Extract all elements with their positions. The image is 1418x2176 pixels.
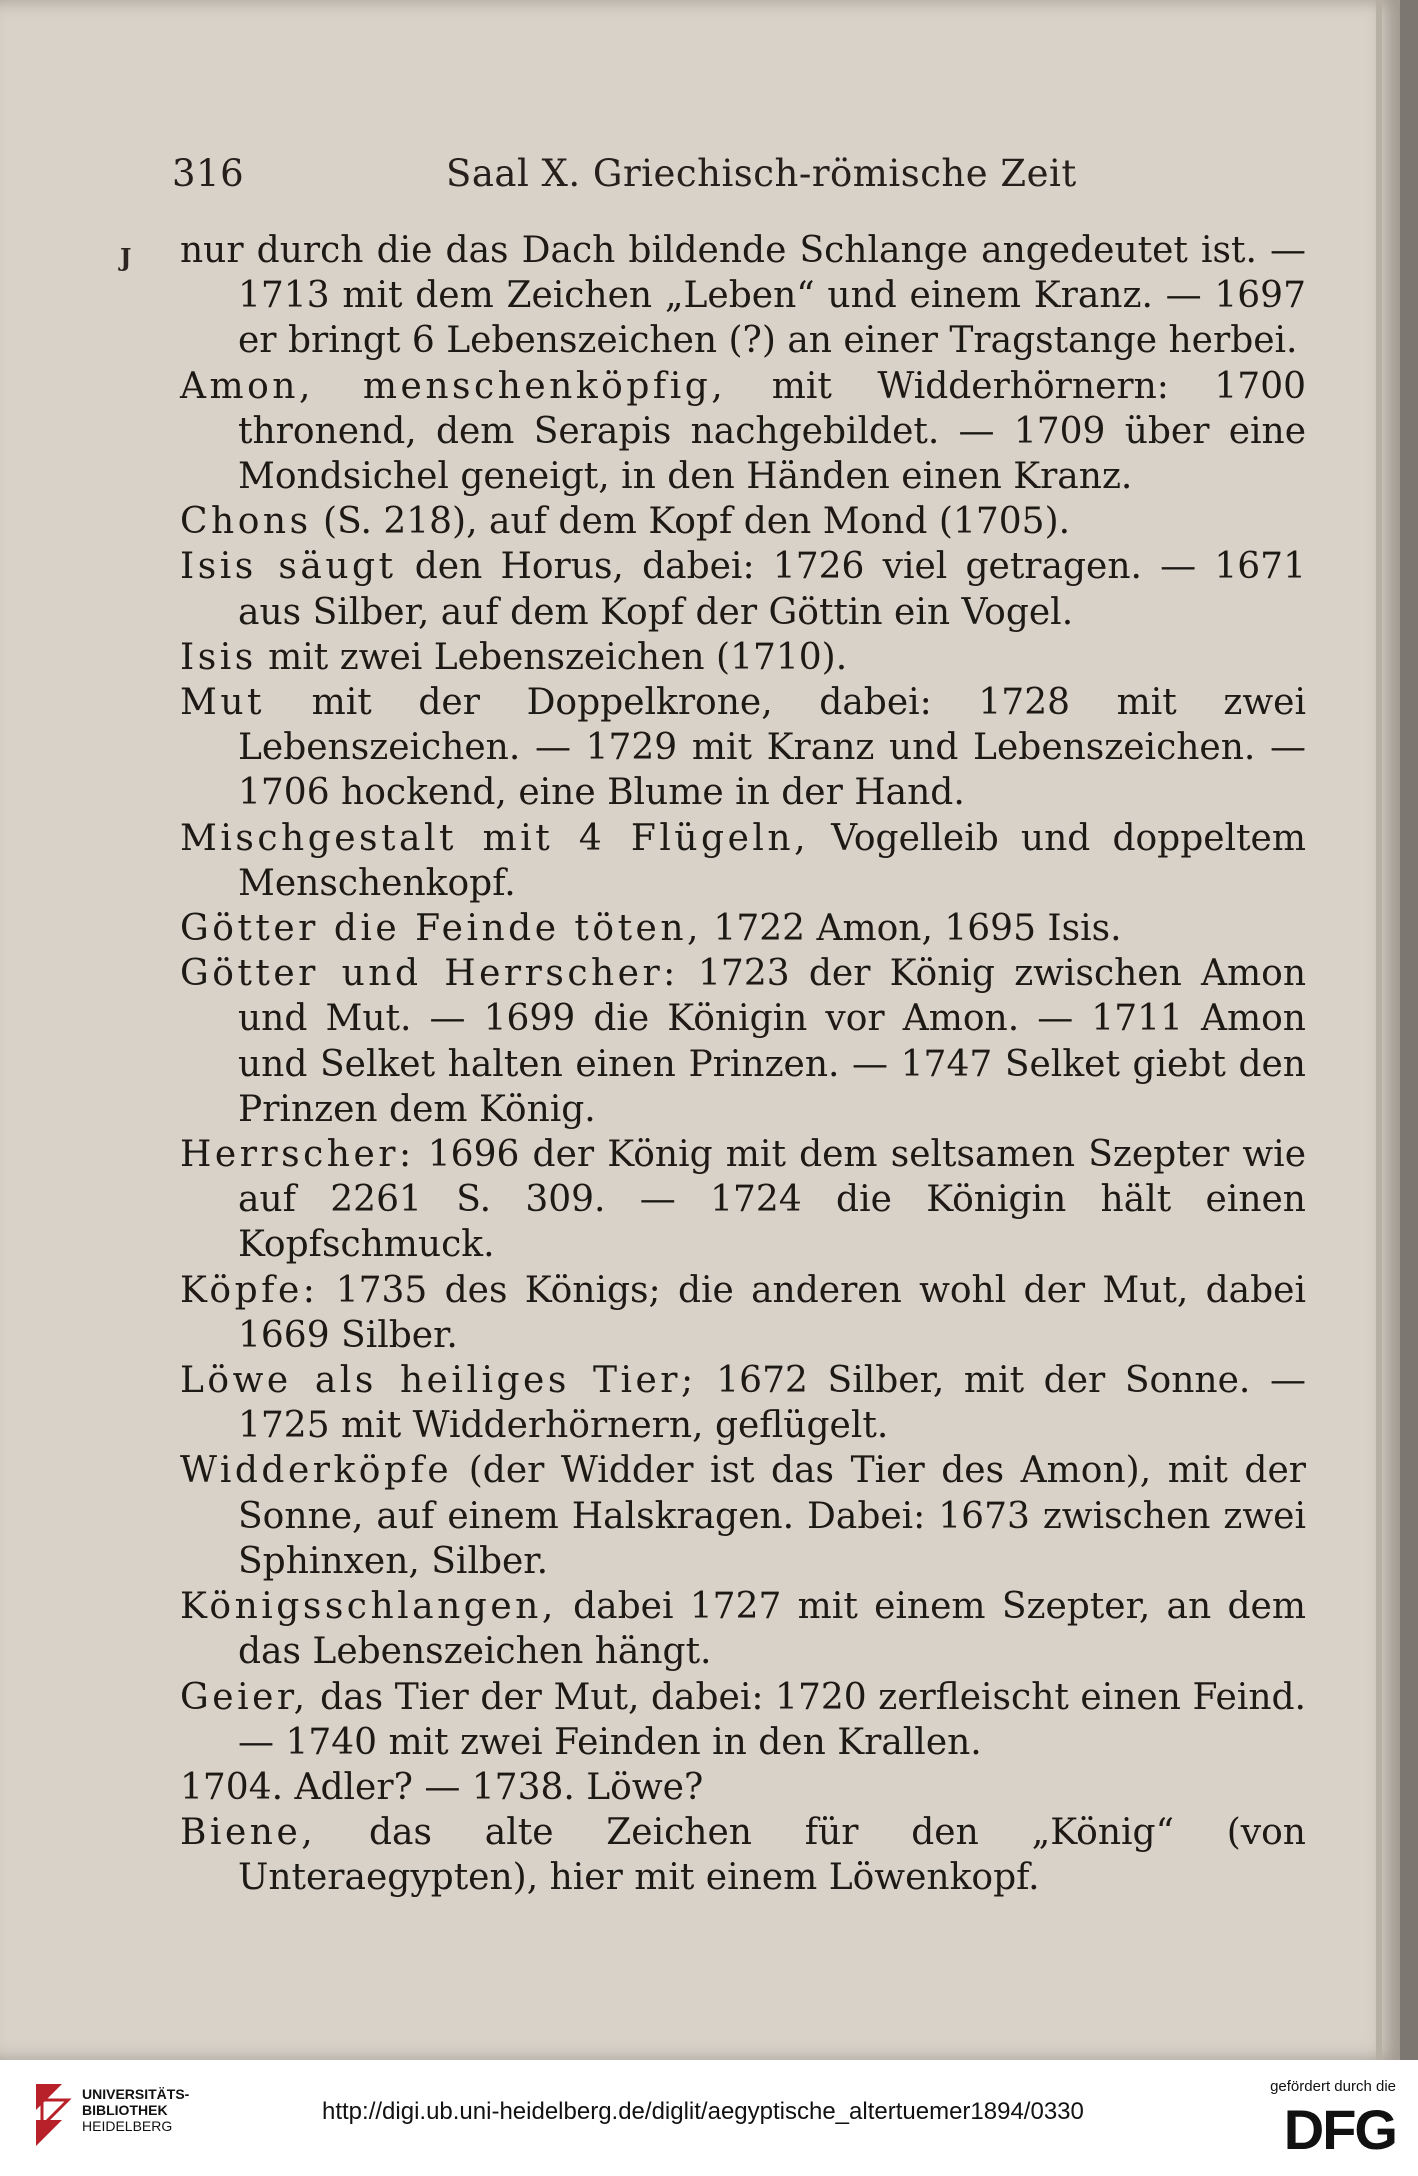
entry-text: den Horus, dabei: 1726 viel getragen. — 1671 aus Silber, auf dem Kopf der Göttin ein Vogel. [238, 546, 1306, 633]
catalog-entry [180, 499, 1306, 544]
library-name-line1: UNIVERSITÄTS- [82, 2086, 190, 2102]
entry-heading: Mischgestalt mit 4 Flügeln, [180, 817, 810, 859]
entry-heading: Geier, [180, 1676, 309, 1718]
catalog-entry [180, 1132, 1306, 1268]
catalog-entry [180, 906, 1306, 951]
entry-heading: Isis [180, 636, 257, 678]
catalog-entry [180, 680, 1306, 816]
entry-heading: Löwe als heiliges Tier; [180, 1360, 697, 1402]
entry-text: dabei 1727 mit einem Szepter, an dem das Lebenszeichen hängt. [238, 1586, 1306, 1673]
entry-text: mit zwei Lebenszeichen (1710). [256, 636, 848, 678]
page-body-text [180, 228, 1306, 1901]
catalog-entry [180, 1675, 1306, 1765]
entry-text: mit der Doppelkrone, dabei: 1728 mit zwei Lebenszeichen. — 1729 mit Kranz und Lebenszeichen. — 1706 hockend, eine Blume in der Hand. [238, 682, 1306, 814]
catalog-entry [180, 544, 1306, 634]
university-library-logo-icon [28, 2080, 88, 2154]
running-title: Saal X. Griechisch-römische Zeit [446, 152, 1077, 195]
entry-text: das alte Zeichen für den „König“ (von Unteraegypten), hier mit einem Löwenkopf. [238, 1812, 1306, 1899]
entry-heading: Götter und Herrscher: [180, 953, 679, 995]
catalog-entry [180, 364, 1306, 500]
catalog-entry [180, 635, 1306, 680]
dfg-logo: DFG [1283, 2098, 1396, 2161]
catalog-entry [180, 1810, 1306, 1900]
catalog-entry [180, 1584, 1306, 1674]
entry-heading: Chons [180, 501, 312, 543]
entry-text: 1704. Adler? — 1738. Löwe? [180, 1766, 704, 1808]
permalink-url[interactable]: http://digi.ub.uni-heidelberg.de/diglit/aegyptische_altertuemer1894/0330 [322, 2098, 1084, 2125]
entry-heading: Widderköpfe [180, 1450, 453, 1492]
library-name-line3: HEIDELBERG [82, 2118, 173, 2134]
running-header [0, 152, 1400, 212]
catalog-entry [180, 1358, 1306, 1448]
entry-text: (der Widder ist das Tier des Amon), mit der Sonne, auf einem Halskragen. Dabei: 1673 zwischen zwei Sphinxen, Silber. [238, 1450, 1306, 1582]
entry-text: 1696 der König mit dem seltsamen Szepter wie auf 2261 S. 309. — 1724 die Königin hält einen Kopfschmuck. [238, 1134, 1306, 1266]
entry-heading: Köpfe: [180, 1269, 319, 1311]
entry-text: 1723 der König zwischen Amon und Mut. — 1699 die Königin vor Amon. — 1711 Amon und Selket halten einen Prinzen. — 1747 Selket giebt den Prinzen dem König. [238, 953, 1307, 1130]
entry-heading: Biene, [180, 1812, 317, 1854]
entry-text: Vogelleib und doppeltem Menschenkopf. [238, 817, 1306, 904]
entry-heading: Isis säugt [180, 546, 397, 588]
entry-text: nur durch die das Dach bildende Schlange angedeutet ist. — 1713 mit dem Zeichen „Leben“ und einem Kranz. — 1697 er bringt 6 Lebenszeichen (?) an einer Tragstange herbei. [180, 230, 1306, 362]
entry-heading: Königsschlangen, [180, 1586, 557, 1628]
catalog-entry [180, 1448, 1306, 1584]
digitization-footer [0, 2060, 1418, 2176]
catalog-entry [180, 1765, 1306, 1810]
margin-mark: J [120, 243, 132, 272]
entry-text: 1735 des Königs; die anderen wohl der Mut, dabei 1669 Silber. [238, 1269, 1306, 1356]
entry-heading: Mut [180, 682, 266, 724]
page-spine-shadow [1376, 0, 1382, 2060]
entry-text: mit Widderhörnern: 1700 thronend, dem Serapis nachgebildet. — 1709 über eine Mondsichel geneigt, in den Händen einen Kranz. [238, 365, 1306, 498]
entry-text: 1722 Amon, 1695 Isis. [701, 908, 1122, 950]
entry-text: das Tier der Mut, dabei: 1720 zerfleischt einen Feind. — 1740 mit zwei Feinden in den Krallen. [238, 1676, 1306, 1763]
catalog-entry [180, 228, 1306, 364]
catalog-entry [180, 1268, 1306, 1358]
entry-heading: Götter die Feinde töten, [180, 908, 702, 950]
catalog-entry [180, 951, 1306, 1132]
funding-label: gefördert durch die [1270, 2078, 1396, 2095]
catalog-entry [180, 816, 1306, 906]
library-name-line2: BIBLIOTHEK [82, 2102, 168, 2118]
page-number: 316 [172, 152, 245, 195]
entry-text: 1672 Silber, mit der Sonne. — 1725 mit Widderhörnern, geflügelt. [238, 1360, 1306, 1447]
entry-text: (S. 218), auf dem Kopf den Mond (1705). [311, 501, 1071, 543]
entry-heading: Amon, menschenköpfig, [180, 365, 727, 407]
library-name [82, 2086, 189, 2134]
entry-heading: Herrscher: [180, 1134, 415, 1176]
